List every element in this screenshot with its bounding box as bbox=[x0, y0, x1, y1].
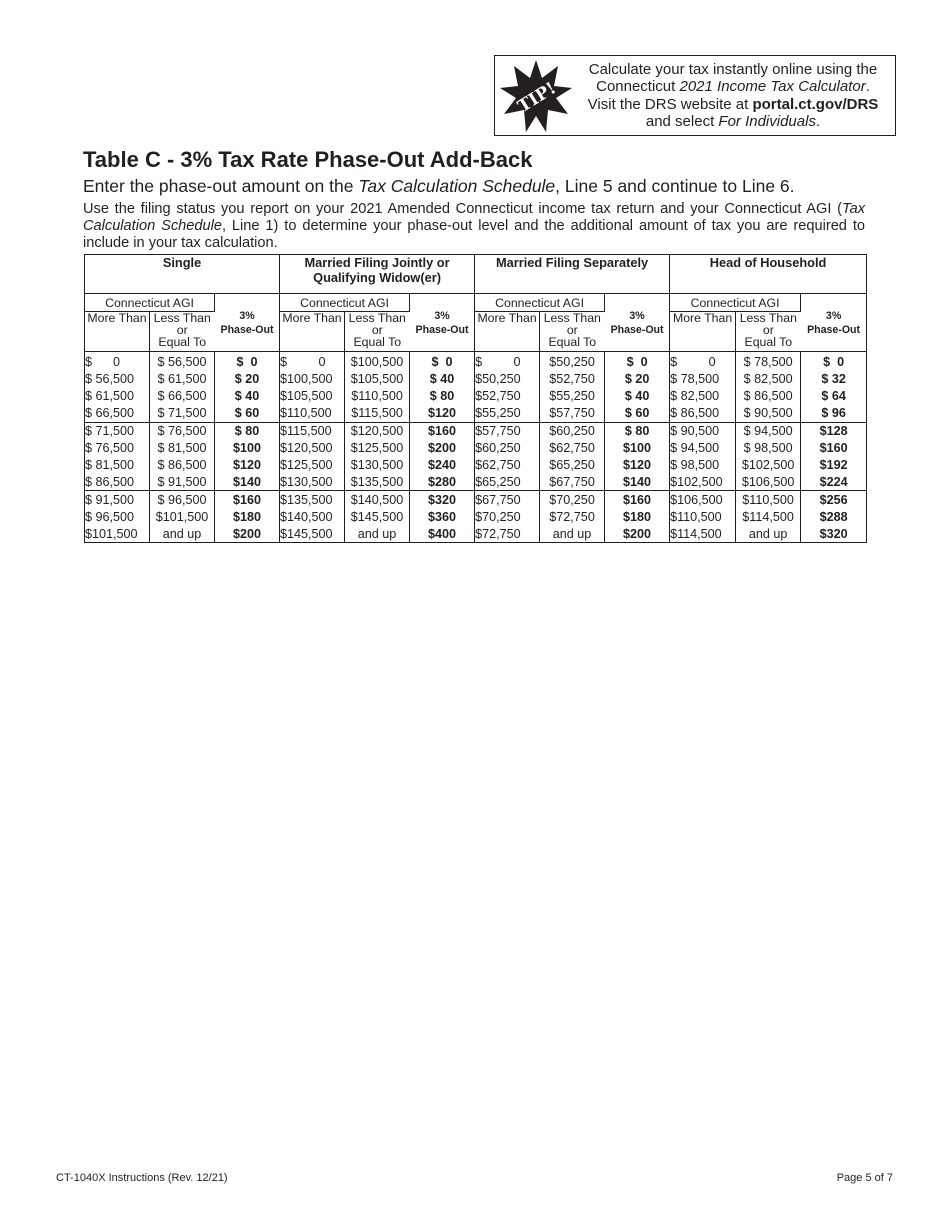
less-than-cell: $120,500 bbox=[345, 422, 410, 439]
less-than-cell: $106,500 bbox=[736, 474, 801, 491]
less-than-header: Less Than or Equal To bbox=[736, 312, 801, 352]
phase-out-cell: $160 bbox=[215, 491, 280, 508]
phase-out-cell: $140 bbox=[215, 474, 280, 491]
more-than-cell: $110,500 bbox=[670, 508, 736, 525]
more-than-cell: $114,500 bbox=[670, 525, 736, 542]
agi-header: Connecticut AGI bbox=[280, 294, 410, 312]
more-than-header: More Than bbox=[670, 312, 736, 352]
less-than-cell: $ 90,500 bbox=[736, 405, 801, 422]
more-than-cell: $100,500 bbox=[280, 371, 345, 388]
more-than-cell: $115,500 bbox=[280, 422, 345, 439]
less-than-cell: $ 56,500 bbox=[150, 352, 215, 371]
phase-out-cell: $200 bbox=[605, 525, 670, 542]
status-head-household: Head of Household bbox=[670, 255, 867, 294]
table-row bbox=[85, 456, 867, 473]
table-row bbox=[85, 405, 867, 422]
phase-out-cell: $ 40 bbox=[605, 388, 670, 405]
more-than-cell: $140,500 bbox=[280, 508, 345, 525]
table-row bbox=[85, 422, 867, 439]
phase-out-cell: $100 bbox=[605, 439, 670, 456]
more-than-cell: $70,250 bbox=[475, 508, 540, 525]
less-than-cell: $50,250 bbox=[540, 352, 605, 371]
phase-out-cell: $160 bbox=[410, 422, 475, 439]
more-than-cell: $ 81,500 bbox=[85, 458, 135, 473]
phase-out-cell: $ 80 bbox=[410, 388, 475, 405]
phase-out-cell: $ 40 bbox=[410, 371, 475, 388]
subtitle: Enter the phase-out amount on the Tax Calculation Schedule, Line 5 and continue to Line 6. bbox=[83, 176, 795, 196]
more-than-cell: $110,500 bbox=[280, 405, 345, 422]
less-than-cell: $70,250 bbox=[540, 491, 605, 508]
phase-out-cell: $ 60 bbox=[215, 405, 280, 422]
agi-header: Connecticut AGI bbox=[670, 294, 801, 312]
more-than-cell: $ 0 bbox=[475, 352, 540, 371]
less-than-cell: $105,500 bbox=[345, 371, 410, 388]
less-than-header: Less Than or Equal To bbox=[345, 312, 410, 352]
more-than-cell: $ 56,500 bbox=[85, 372, 135, 387]
less-than-cell: $115,500 bbox=[345, 405, 410, 422]
less-than-cell: $ 98,500 bbox=[736, 439, 801, 456]
phase-out-cell: $160 bbox=[801, 439, 867, 456]
table-row bbox=[85, 474, 867, 491]
less-than-cell: and up bbox=[736, 525, 801, 542]
less-than-cell: $114,500 bbox=[736, 508, 801, 525]
more-than-cell: $125,500 bbox=[280, 456, 345, 473]
more-than-cell: $102,500 bbox=[670, 474, 736, 491]
footer-form-id: CT-1040X Instructions (Rev. 12/21) bbox=[56, 1172, 228, 1184]
table-row bbox=[85, 508, 867, 525]
phase-out-cell: $320 bbox=[410, 491, 475, 508]
less-than-cell: $ 86,500 bbox=[736, 388, 801, 405]
more-than-cell: $ 86,500 bbox=[670, 405, 736, 422]
less-than-cell: $67,750 bbox=[540, 474, 605, 491]
more-than-cell: $ 76,500 bbox=[85, 440, 135, 455]
phase-out-cell: $160 bbox=[605, 491, 670, 508]
phase-out-cell: $288 bbox=[801, 508, 867, 525]
phase-out-header: 3% Phase-Out bbox=[605, 294, 670, 352]
tip-star-icon bbox=[495, 57, 577, 135]
phase-out-header: 3% Phase-Out bbox=[410, 294, 475, 352]
less-than-cell: $65,250 bbox=[540, 456, 605, 473]
tip-box bbox=[494, 55, 896, 136]
less-than-cell: $110,500 bbox=[736, 491, 801, 508]
drs-link[interactable]: portal.ct.gov/DRS bbox=[752, 95, 879, 113]
more-than-cell: $106,500 bbox=[670, 491, 736, 508]
more-than-cell: $ 86,500 bbox=[85, 474, 135, 489]
more-than-cell: $105,500 bbox=[280, 388, 345, 405]
more-than-cell: $ 94,500 bbox=[670, 439, 736, 456]
less-than-cell: $ 71,500 bbox=[150, 405, 215, 422]
phase-out-cell: $100 bbox=[215, 439, 280, 456]
more-than-cell: $67,750 bbox=[475, 491, 540, 508]
phase-out-cell: $256 bbox=[801, 491, 867, 508]
more-than-cell: $52,750 bbox=[475, 388, 540, 405]
more-than-cell: $65,250 bbox=[475, 474, 540, 491]
more-than-cell: $ 78,500 bbox=[670, 371, 736, 388]
phase-out-cell: $ 40 bbox=[215, 388, 280, 405]
more-than-header: More Than bbox=[475, 312, 540, 352]
status-married-joint: Married Filing Jointly or Qualifying Widow(er) bbox=[280, 255, 475, 294]
more-than-cell: $ 82,500 bbox=[670, 388, 736, 405]
phase-out-cell: $400 bbox=[410, 525, 475, 542]
more-than-cell: $ 0 bbox=[280, 352, 345, 371]
more-than-header: More Than bbox=[280, 312, 345, 352]
less-than-cell: $102,500 bbox=[736, 456, 801, 473]
less-than-cell: $55,250 bbox=[540, 388, 605, 405]
more-than-header: More Than bbox=[85, 312, 150, 352]
phase-out-cell: $180 bbox=[215, 508, 280, 525]
phase-out-cell: $ 0 bbox=[605, 352, 670, 371]
phase-out-cell: $ 0 bbox=[801, 352, 867, 371]
phase-out-cell: $180 bbox=[605, 508, 670, 525]
less-than-cell: $125,500 bbox=[345, 439, 410, 456]
less-than-cell: $62,750 bbox=[540, 439, 605, 456]
agi-header: Connecticut AGI bbox=[475, 294, 605, 312]
phase-out-cell: $ 32 bbox=[801, 371, 867, 388]
phase-out-header: 3% Phase-Out bbox=[215, 294, 280, 352]
phase-out-cell: $ 80 bbox=[215, 422, 280, 439]
phase-out-cell: $120 bbox=[605, 456, 670, 473]
less-than-cell: $130,500 bbox=[345, 456, 410, 473]
less-than-cell: $110,500 bbox=[345, 388, 410, 405]
more-than-cell: $ 0 bbox=[670, 352, 736, 371]
phase-out-cell: $192 bbox=[801, 456, 867, 473]
less-than-cell: $ 81,500 bbox=[150, 439, 215, 456]
more-than-cell: $ 90,500 bbox=[670, 422, 736, 439]
less-than-cell: $ 91,500 bbox=[150, 474, 215, 491]
footer-page-number: Page 5 of 7 bbox=[836, 1172, 893, 1184]
phase-out-cell: $360 bbox=[410, 508, 475, 525]
more-than-cell: $ 96,500 bbox=[85, 509, 135, 524]
tip-badge: TIP! bbox=[514, 77, 560, 117]
phase-out-cell: $ 80 bbox=[605, 422, 670, 439]
more-than-cell: $50,250 bbox=[475, 371, 540, 388]
phase-out-cell: $ 96 bbox=[801, 405, 867, 422]
less-than-header: Less Than or Equal To bbox=[150, 312, 215, 352]
phase-out-cell: $128 bbox=[801, 422, 867, 439]
less-than-cell: $140,500 bbox=[345, 491, 410, 508]
more-than-cell: $120,500 bbox=[280, 439, 345, 456]
phase-out-table bbox=[84, 254, 867, 543]
table-body bbox=[85, 352, 867, 543]
phase-out-header: 3% Phase-Out bbox=[801, 294, 867, 352]
less-than-cell: $60,250 bbox=[540, 422, 605, 439]
less-than-cell: $135,500 bbox=[345, 474, 410, 491]
page-title: Table C - 3% Tax Rate Phase-Out Add-Back bbox=[83, 147, 533, 172]
more-than-cell: $60,250 bbox=[475, 439, 540, 456]
more-than-cell: $ 66,500 bbox=[85, 406, 135, 421]
more-than-cell: $ 91,500 bbox=[85, 491, 150, 508]
more-than-cell: $62,750 bbox=[475, 456, 540, 473]
less-than-cell: and up bbox=[150, 525, 215, 542]
less-than-cell: $52,750 bbox=[540, 371, 605, 388]
more-than-cell: $72,750 bbox=[475, 525, 540, 542]
phase-out-cell: $140 bbox=[605, 474, 670, 491]
agi-header: Connecticut AGI bbox=[85, 294, 215, 312]
phase-out-cell: $ 20 bbox=[215, 371, 280, 388]
more-than-cell: $145,500 bbox=[280, 525, 345, 542]
tip-text: Calculate your tax instantly online using the Connecticut 2021 Income Tax Calculator. Visit the DRS website at portal.ct.gov/DRS and select For Individuals. bbox=[587, 60, 879, 130]
phase-out-cell: $ 20 bbox=[605, 371, 670, 388]
phase-out-cell: $ 0 bbox=[410, 352, 475, 371]
less-than-cell: $ 86,500 bbox=[150, 456, 215, 473]
phase-out-cell: $320 bbox=[801, 525, 867, 542]
less-than-cell: and up bbox=[345, 525, 410, 542]
table-row bbox=[85, 439, 867, 456]
table-row bbox=[85, 352, 867, 371]
phase-out-cell: $120 bbox=[215, 456, 280, 473]
table-row bbox=[85, 491, 867, 508]
instructions: Use the filing status you report on your 2021 Amended Connecticut income tax return and your Connecticut AGI (Tax Calculation Schedule, Line 1) to determine your phase-out level and the additional amount of tax you are required to include in your tax calculation. bbox=[83, 201, 865, 251]
more-than-cell: $ 98,500 bbox=[670, 456, 736, 473]
table-row bbox=[85, 388, 867, 405]
phase-out-cell: $240 bbox=[410, 456, 475, 473]
less-than-cell: $ 82,500 bbox=[736, 371, 801, 388]
status-married-separate: Married Filing Separately bbox=[475, 255, 670, 294]
status-single: Single bbox=[85, 255, 280, 294]
less-than-cell: $100,500 bbox=[345, 352, 410, 371]
less-than-cell: $101,500 bbox=[150, 508, 215, 525]
less-than-cell: $72,750 bbox=[540, 508, 605, 525]
less-than-cell: $ 66,500 bbox=[150, 388, 215, 405]
phase-out-cell: $120 bbox=[410, 405, 475, 422]
less-than-header: Less Than or Equal To bbox=[540, 312, 605, 352]
less-than-cell: $145,500 bbox=[345, 508, 410, 525]
phase-out-cell: $ 0 bbox=[215, 352, 280, 371]
less-than-cell: $ 94,500 bbox=[736, 422, 801, 439]
more-than-cell: $57,750 bbox=[475, 422, 540, 439]
table-row bbox=[85, 371, 867, 388]
more-than-cell: $130,500 bbox=[280, 474, 345, 491]
more-than-cell: $ 71,500 bbox=[85, 422, 150, 439]
more-than-cell: $135,500 bbox=[280, 491, 345, 508]
more-than-cell: $101,500 bbox=[85, 526, 138, 541]
table-row bbox=[85, 525, 867, 542]
phase-out-cell: $ 60 bbox=[605, 405, 670, 422]
more-than-cell: $ 61,500 bbox=[85, 389, 135, 404]
phase-out-cell: $200 bbox=[410, 439, 475, 456]
phase-out-cell: $280 bbox=[410, 474, 475, 491]
phase-out-cell: $ 64 bbox=[801, 388, 867, 405]
more-than-cell: $55,250 bbox=[475, 405, 540, 422]
less-than-cell: $ 76,500 bbox=[150, 422, 215, 439]
less-than-cell: and up bbox=[540, 525, 605, 542]
more-than-cell: $ 0 bbox=[85, 355, 121, 370]
phase-out-cell: $224 bbox=[801, 474, 867, 491]
less-than-cell: $ 96,500 bbox=[150, 491, 215, 508]
less-than-cell: $57,750 bbox=[540, 405, 605, 422]
less-than-cell: $ 61,500 bbox=[150, 371, 215, 388]
less-than-cell: $ 78,500 bbox=[736, 352, 801, 371]
phase-out-cell: $200 bbox=[215, 525, 280, 542]
